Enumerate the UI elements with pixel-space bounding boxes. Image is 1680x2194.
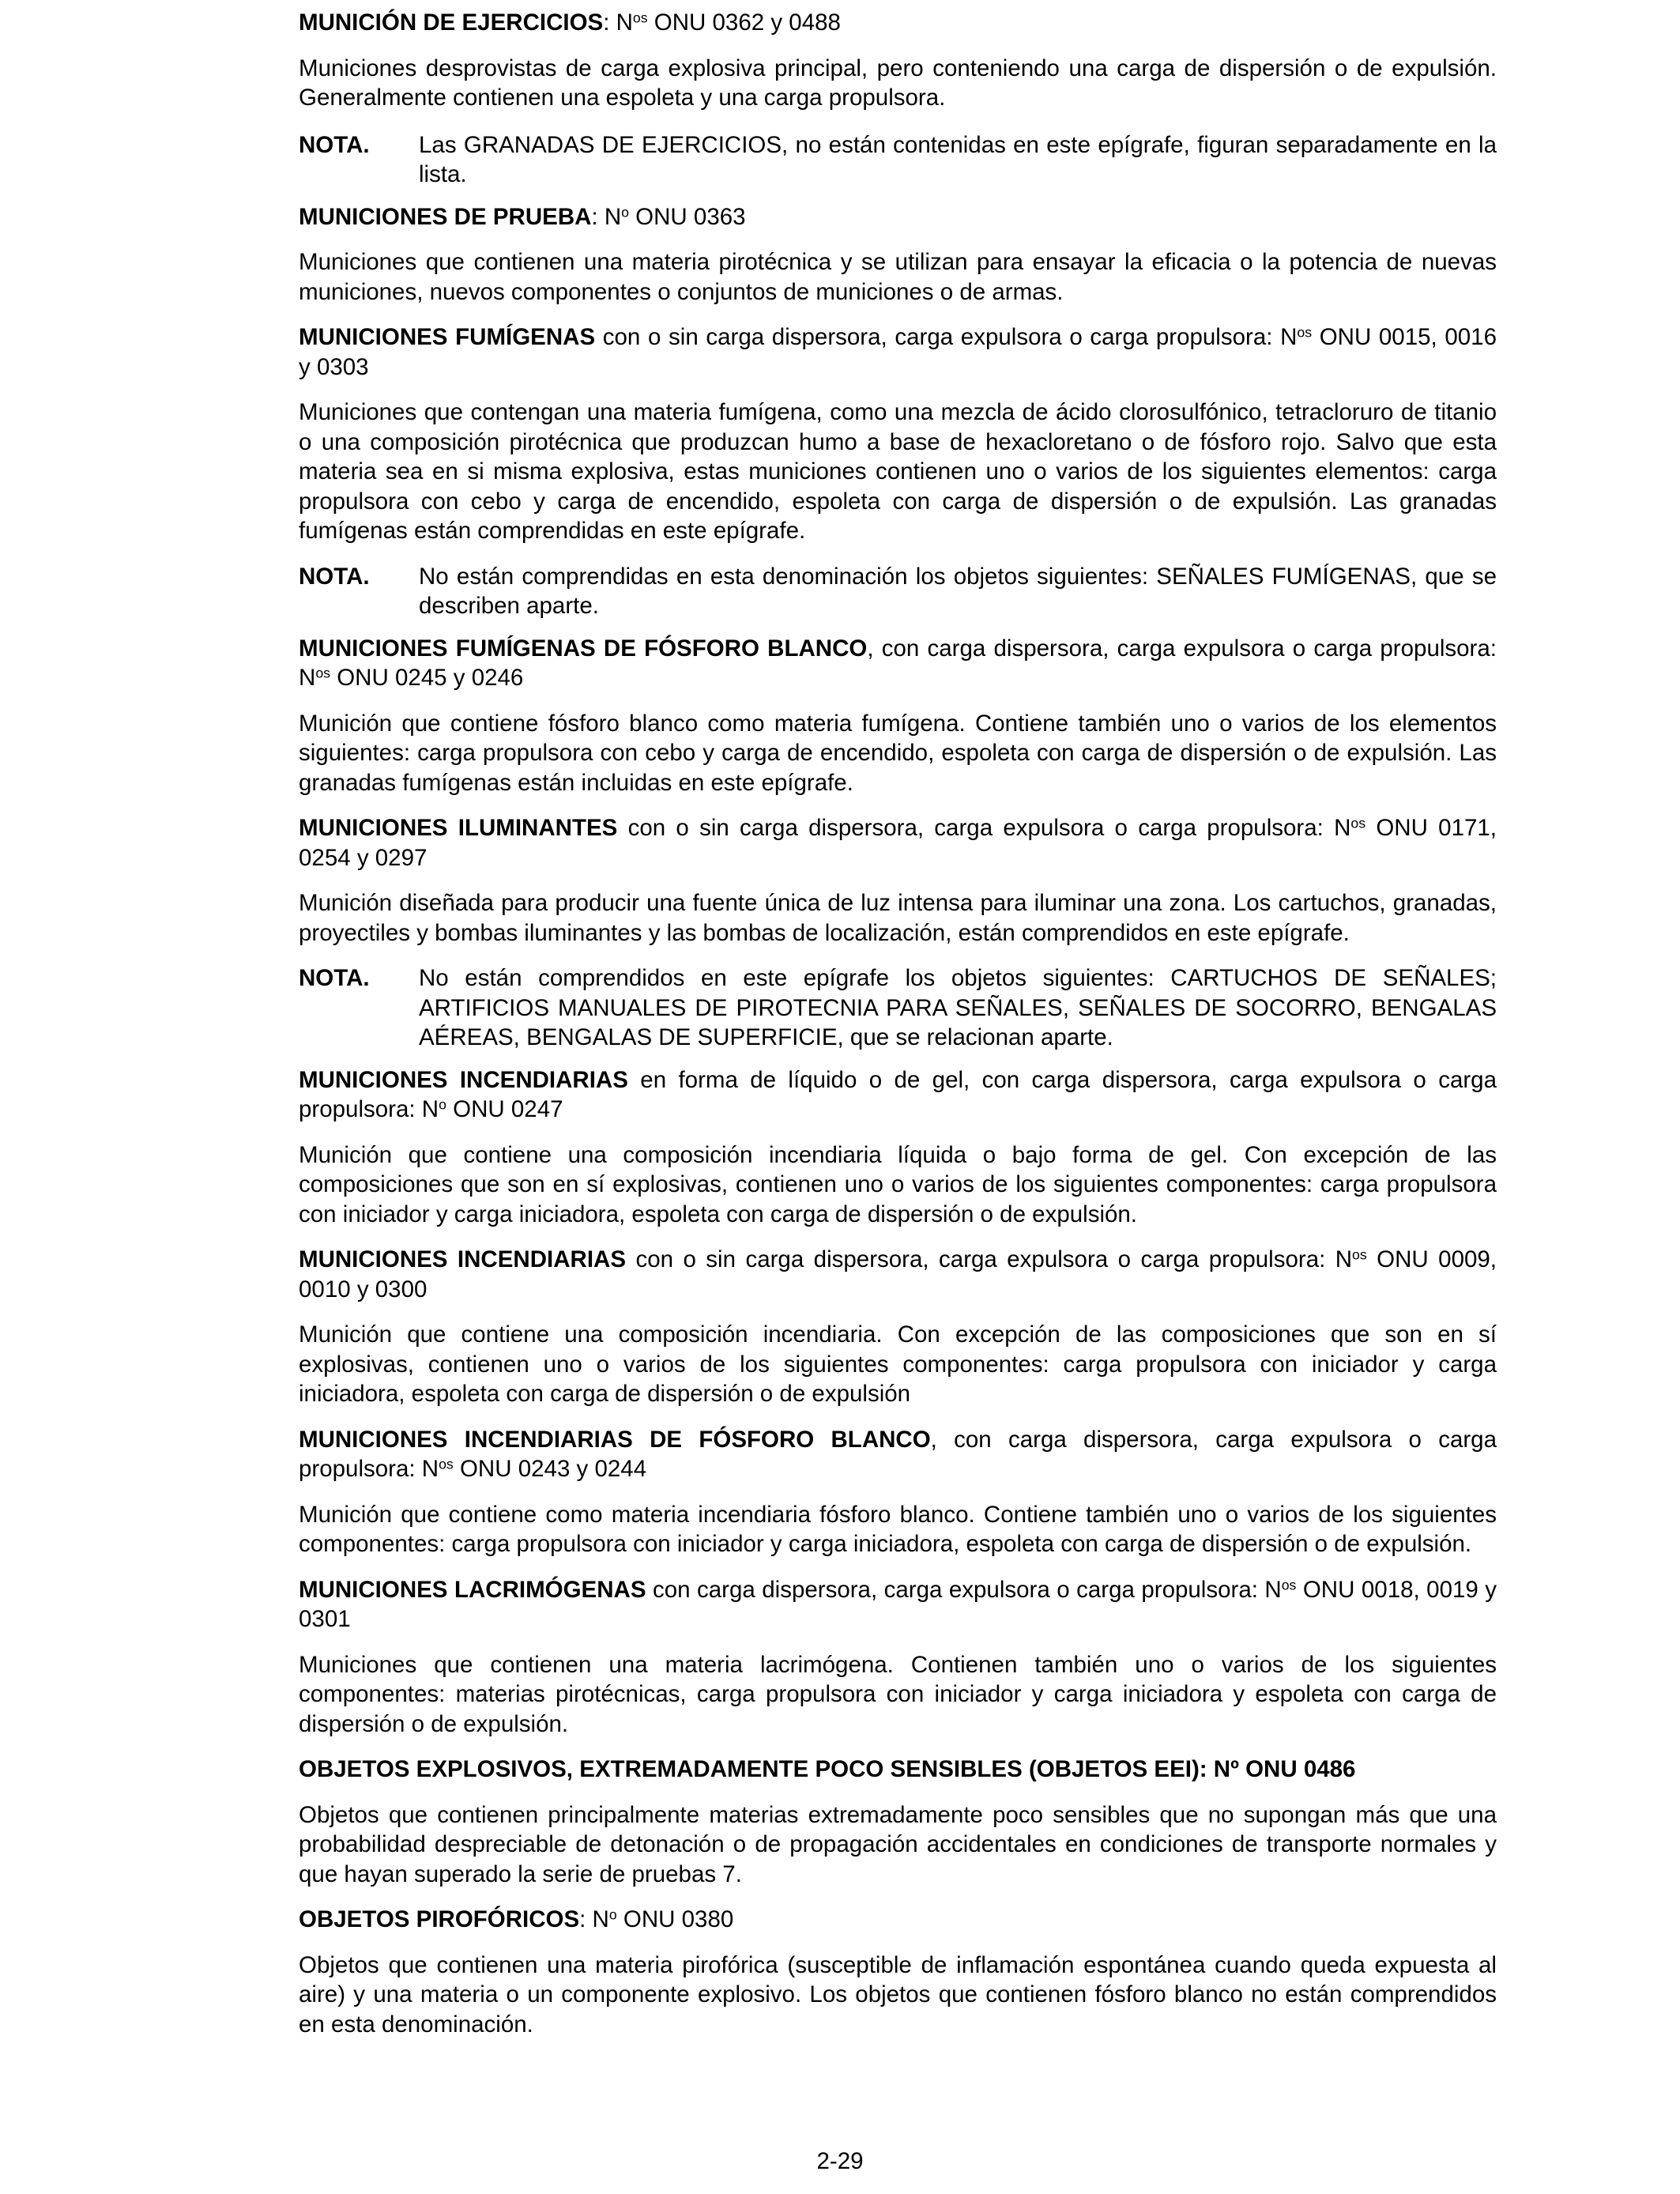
entry-heading xyxy=(299,1245,1497,1304)
entry-heading xyxy=(299,202,1497,232)
entry-heading-sup: o xyxy=(439,1096,446,1113)
entry-heading-text: : N xyxy=(579,1906,609,1932)
entry-title: MUNICIONES DE PRUEBA xyxy=(299,203,592,230)
entry-title: MUNICIONES INCENDIARIAS xyxy=(299,1246,626,1272)
entry-note xyxy=(299,562,1497,621)
entry-title: MUNICIONES LACRIMÓGENAS xyxy=(299,1576,646,1603)
entry-un-numbers: ONU 0009, 0010 y 0300 xyxy=(299,1246,1497,1302)
entry-municiones-de-prueba xyxy=(299,202,1497,307)
entry-municiones-incendiarias-fosforo-blanco xyxy=(299,1425,1497,1559)
note-label: NOTA. xyxy=(299,131,370,158)
note-text: Las GRANADAS DE EJERCICIOS, no están contenidas en este epígrafe, figuran separadamente en la lista. xyxy=(419,131,1497,187)
entry-description: Munición que contiene fósforo blanco como materia fumígena. Contiene también uno o varios de los elementos siguientes: carga propulsora con cebo y carga de encendido, espoleta con carga de dispersión o de expulsión. Las granadas fumígenas están incluidas en este epígrafe. xyxy=(299,710,1497,796)
note-text: No están comprendidas en esta denominación los objetos siguientes: SEÑALES FUMÍGENAS, que se describen aparte. xyxy=(419,563,1497,619)
entry-description: Municiones desprovistas de carga explosiva principal, pero conteniendo una carga de dispersión o de expulsión. Generalmente contienen una espoleta y una carga propulsora. xyxy=(299,55,1497,111)
entry-un-numbers: ONU 0015, 0016 y 0303 xyxy=(299,324,1497,380)
entry-un-numbers: ONU 0362 y 0488 xyxy=(647,9,841,36)
note-text: No están comprendidos en este epígrafe los objetos siguientes: CARTUCHOS DE SEÑALES; ARTIFICIOS MANUALES DE PIROTECNIA PARA SEÑALES, SEÑALES DE SOCORRO, BENGALAS AÉREAS, BENGALAS DE SUPERFICIE, que se relacionan aparte. xyxy=(419,965,1497,1050)
entry-description: Munición que contiene una composición incendiaria. Con excepción de las composiciones que son en sí explosivas, contienen uno o varios de los siguientes componentes: carga propulsora con iniciador y carga iniciadora, espoleta con carga de dispersión o de expulsión xyxy=(299,1321,1497,1407)
entry-heading-text: con carga dispersora, carga expulsora o carga propulsora: N xyxy=(646,1576,1282,1603)
entry-heading-text: : N xyxy=(591,203,622,230)
entry-heading xyxy=(299,813,1497,873)
entry-heading xyxy=(299,1575,1497,1634)
entry-description: Munición que contiene una composición incendiaria líquida o bajo forma de gel. Con excepción de las composiciones que son en sí explosivas, contienen uno o varios de los siguientes componentes: carga propulsora con iniciador y carga iniciadora, espoleta con carga de dispersión o de expulsión. xyxy=(299,1141,1497,1227)
entry-heading xyxy=(299,1905,1497,1935)
entry-heading xyxy=(299,8,1497,38)
entry-description: Municiones que contienen una materia lacrimógena. Contienen también uno o varios de los siguientes componentes: materias pirotécnicas, carga propulsora con iniciador y carga iniciadora y espoleta con carga de dispersión o de expulsión. xyxy=(299,1651,1497,1737)
entry-heading-sup: o xyxy=(621,203,629,220)
entry-municiones-incendiarias-liquido-gel xyxy=(299,1065,1497,1230)
entry-heading-text: : N xyxy=(603,9,633,36)
entry-description: Municiones que contienen una materia pirotécnica y se utilizan para ensayar la eficacia o la potencia de nuevas municiones, nuevos componentes o conjuntos de municiones o de armas. xyxy=(299,249,1497,305)
entry-description: Munición que contiene como materia incendiaria fósforo blanco. Contiene también uno o varios de los siguientes componentes: carga propulsora con iniciador y carga iniciadora, espoleta con carga de dispersión o de expulsión. xyxy=(299,1501,1497,1557)
entry-municiones-fumigenas xyxy=(299,322,1497,621)
entry-title: MUNICIONES ILUMINANTES xyxy=(299,815,618,841)
entry-un-numbers: ONU 0243 y 0244 xyxy=(453,1456,647,1482)
entry-un-numbers: ONU 0018, 0019 y 0301 xyxy=(299,1576,1497,1632)
entry-heading-text: con o sin carga dispersora, carga expulsora o carga propulsora: N xyxy=(595,324,1298,350)
entry-heading-sup: o xyxy=(608,1906,617,1923)
entry-un-numbers: ONU 0171, 0254 y 0297 xyxy=(299,815,1497,871)
note-label: NOTA. xyxy=(299,965,370,991)
entry-un-numbers: ONU 0245 y 0246 xyxy=(330,665,524,691)
entry-heading xyxy=(299,1425,1497,1484)
entry-title: MUNICIONES FUMÍGENAS xyxy=(299,324,596,350)
entry-un-numbers: ONU 0380 xyxy=(616,1906,734,1932)
entry-title: MUNICIONES INCENDIARIAS xyxy=(299,1066,628,1093)
entry-heading-sup: os xyxy=(1281,1576,1297,1593)
entry-heading xyxy=(299,1065,1497,1125)
entry-objetos-piroforicos xyxy=(299,1905,1497,2039)
note-label: NOTA. xyxy=(299,563,370,590)
entry-heading-text: en forma de líquido o de gel, con carga dispersora, carga expulsora o carga propulsora: N xyxy=(299,1066,1497,1122)
entry-heading-sup: os xyxy=(1350,815,1366,831)
entry-title: MUNICIONES INCENDIARIAS DE FÓSFORO BLANCO xyxy=(299,1426,931,1453)
entry-heading xyxy=(299,634,1497,693)
entry-municiones-fumigenas-fosforo-blanco xyxy=(299,634,1497,798)
entry-title: MUNICIÓN DE EJERCICIOS xyxy=(299,9,604,36)
entry-heading-sup: os xyxy=(1297,324,1313,341)
entry-municiones-incendiarias xyxy=(299,1245,1497,1409)
entry-heading xyxy=(299,1755,1497,1785)
entry-municiones-lacrimogenas xyxy=(299,1575,1497,1740)
entry-description: Objetos que contienen principalmente materias extremadamente poco sensibles que no supongan más que una probabilidad despreciable de detonación o de propagación accidentales en condiciones de transporte normales y que hayan superado la serie de pruebas 7. xyxy=(299,1801,1497,1887)
entry-description: Objetos que contienen una materia pirofórica (susceptible de inflamación espontánea cuando queda expuesta al aire) y una materia o un componente explosivo. Los objetos que contienen fósforo blanco no están comprendidos en esta denominación. xyxy=(299,1951,1497,2038)
entry-description: Munición diseñada para producir una fuente única de luz intensa para iluminar una zona. Los cartuchos, granadas, proyectiles y bombas iluminantes y las bombas de localización, están comprendidos en este epígrafe. xyxy=(299,890,1497,946)
entry-heading-sup: os xyxy=(315,665,330,681)
entry-municiones-iluminantes xyxy=(299,813,1497,1053)
entry-un-numbers: ONU 0363 xyxy=(628,203,746,230)
entry-heading-text: , con carga dispersora, carga expulsora o carga propulsora: N xyxy=(299,1426,1497,1482)
entry-title: OBJETOS EXPLOSIVOS, EXTREMADAMENTE POCO SENSIBLES (OBJETOS EEI): Nº ONU 0486 xyxy=(299,1756,1356,1782)
entry-note xyxy=(299,963,1497,1053)
entry-heading-sup: os xyxy=(439,1456,454,1472)
entry-heading-sup: os xyxy=(632,9,648,26)
entry-heading xyxy=(299,322,1497,382)
entry-description: Municiones que contengan una materia fumígena, como una mezcla de ácido clorosulfónico, tetracloruro de titanio o una composición pirotécnica que produzcan humo a base de hexacloretano o de fósforo rojo. Salvo que esta materia sea en si misma explosiva, estas municiones contienen uno o varios de los siguientes elementos: carga propulsora con cebo y carga de encendido, espoleta con carga de dispersión o de expulsión. Las granadas fumígenas están comprendidas en este epígrafe. xyxy=(299,399,1497,544)
page-number: 2-29 xyxy=(816,2148,864,2174)
document-page xyxy=(299,8,1497,2055)
entry-heading-text: , con carga dispersora, carga expulsora o carga propulsora: N xyxy=(299,635,1497,691)
entry-municion-de-ejercicios xyxy=(299,8,1497,190)
entry-title: OBJETOS PIROFÓRICOS xyxy=(299,1906,580,1932)
entry-objetos-explosivos-eei xyxy=(299,1755,1497,1889)
entry-un-numbers: ONU 0247 xyxy=(446,1096,563,1122)
entry-heading-sup: os xyxy=(1352,1246,1367,1263)
entry-heading-text: con o sin carga dispersora, carga expulsora o carga propulsora: N xyxy=(617,815,1351,841)
entry-heading-text: con o sin carga dispersora, carga expulsora o carga propulsora: N xyxy=(626,1246,1353,1272)
entry-title: MUNICIONES FUMÍGENAS DE FÓSFORO BLANCO xyxy=(299,635,868,662)
entry-note xyxy=(299,130,1497,190)
